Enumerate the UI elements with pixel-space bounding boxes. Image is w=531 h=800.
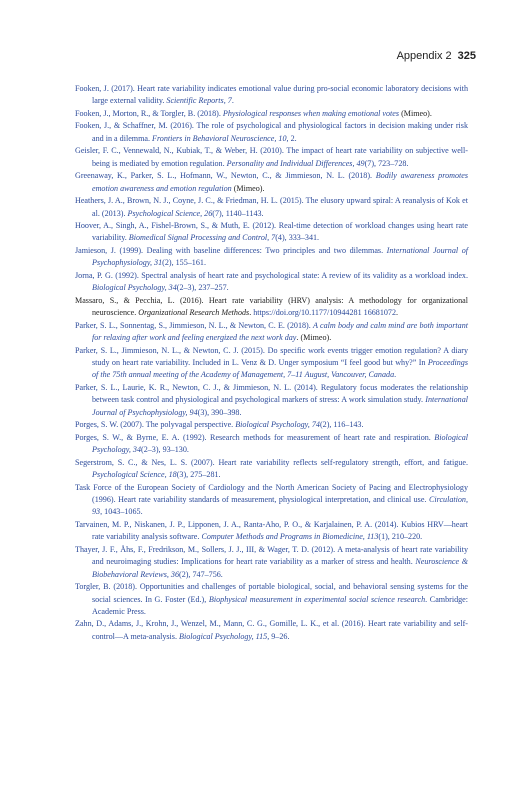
reference-text: Task Force of the European Society of Cardiology and the North American Society of Pacing and Electrophysiology (1996). Heart rate variability standards of measurement, physiological interpretation, and clinical use.	[75, 482, 468, 504]
reference-text: Torgler, B. (2018). Opportunities and challenges of portable biological, social, and behavioral sensing systems for the social sciences. In G. Foster (Ed.),	[75, 582, 468, 604]
reference-entry-heathers2015	[75, 195, 468, 220]
reference-entry-tarvainen2014	[75, 519, 468, 544]
reference-entry-parker2015	[75, 345, 468, 382]
reference-text: (2–3), 237–257.	[176, 283, 229, 293]
reference-list	[75, 83, 468, 643]
reference-text: (2), 155–161.	[162, 258, 206, 268]
reference-source: Neuroscience & Biobehavioral Reviews, 36	[92, 557, 468, 579]
reference-entry-massaro2016	[75, 295, 468, 320]
page-number: 325	[457, 50, 476, 62]
reference-entry-porges2007	[75, 419, 468, 431]
reference-text: Fooken, J., Morton, R., & Torgler, B. (2018).	[75, 108, 223, 118]
reference-text: Jorna, P. G. (1992). Spectral analysis of heart rate and psychological state: A review of its validity as a workload index.	[75, 270, 468, 280]
reference-text: .	[231, 96, 234, 106]
reference-entry-fooken2018	[75, 108, 468, 120]
reference-text: Geisler, F. C., Vennewald, N., Kubiak, T., & Weber, H. (2010). The impact of heart rate variability on subjective well-being is mediated by emotion regulation.	[75, 146, 468, 168]
reference-text: .	[396, 308, 399, 318]
reference-source: Scientific Reports, 7	[166, 96, 232, 106]
reference-source: Biological Psychology, 115	[179, 631, 268, 641]
reference-entry-geisler2010	[75, 145, 468, 170]
reference-entry-jamieson1999	[75, 245, 468, 270]
reference-text: , 1043–1065.	[100, 507, 143, 517]
reference-source: Circulation, 93	[92, 494, 468, 517]
reference-entry-hoover2012	[75, 220, 468, 245]
reference-text: Parker, S. L., Laurie, K. R., Newton, C. J., & Jimmieson, N. L. (2014). Regulatory focus moderates the relationship between task control and physiological and psychological markers of stress: A work simulation study.	[75, 382, 468, 405]
reference-text: (2–3), 93–130.	[141, 445, 189, 455]
reference-text: Parker, S. L., Jimmieson, N. L., & Newton, C. J. (2015). Do specific work events trigger emotion regulation? A diary study on heart rate variability. Included in L. Venz & D. Unger symposium “I feel good but why?” In	[75, 345, 468, 367]
reference-text: (2), 116–143.	[319, 420, 364, 430]
reference-source: A calm body and calm mind are both important for relaxing after work and feeling energized the next work day	[92, 320, 468, 343]
section-title: Appendix 2	[396, 50, 452, 62]
reference-entry-thayer2012	[75, 544, 468, 581]
reference-entry-fooken2017	[75, 83, 468, 108]
reference-text: . (Mimeo).	[296, 333, 332, 343]
reference-text: Greenaway, K., Parker, S. L., Hofmann, W., Newton, C., & Jimmieson, N. L. (2018).	[75, 171, 376, 181]
reference-text: Zahn, D., Adams, J., Krohn, J., Wenzel, M., Mann, C. G., Gomille, L. K., et al. (2016). Heart rate variability and self-control—A meta-analysis.	[75, 619, 468, 641]
reference-source: Biophysical measurement in experimental social science research	[208, 594, 426, 604]
reference-text: .	[249, 308, 254, 318]
reference-text: Jamieson, J. (1999). Dealing with baseline differences: Two principles and two dilemmas.	[75, 245, 387, 255]
reference-text: Porges, S. W., & Byrne, E. A. (1992). Research methods for measurement of heart rate and respiration.	[75, 432, 435, 442]
reference-text: Hoover, A., Singh, A., Fishel-Brown, S., & Muth, E. (2012). Real-time detection of workload changes using heart rate variability.	[75, 220, 468, 243]
reference-text: (4), 333–341.	[275, 233, 320, 243]
reference-entry-fooken2016	[75, 120, 468, 145]
reference-source: Biological Psychology, 34	[92, 283, 177, 293]
reference-entry-segerstrom2007	[75, 457, 468, 482]
reference-entry-parker2018	[75, 320, 468, 345]
reference-text: , 2.	[286, 133, 297, 143]
reference-text: Thayer, J. F., Åhs, F., Fredrikson, M., Sollers, J. J., III, & Wager, T. D. (2012). A meta-analysis of heart rate variability and neuroimaging studies: Implications for heart rate variability as a marker of stress and health.	[75, 544, 468, 567]
reference-source: Biological Psychology, 74	[235, 420, 320, 430]
reference-text: Tarvainen, M. P., Niskanen, J. P., Lipponen, J. A., Ranta-Aho, P. O., & Karjalainen, P. A. (2014). Kubios HRV—heart rate variability analysis software.	[75, 519, 468, 542]
reference-text: (3), 275–281.	[176, 470, 221, 480]
reference-text: Porges, S. W. (2007). The polyvagal perspective.	[75, 420, 236, 430]
reference-text: Fooken, J. (2017). Heart rate variability indicates emotional value during pro-social economic laboratory decisions with large external validity.	[75, 84, 468, 106]
reference-text: (7), 1140–1143.	[212, 208, 264, 218]
reference-text: Parker, S. L., Sonnentag, S., Jimmieson, N. L., & Newton, C. E. (2018).	[75, 320, 313, 330]
reference-source: Psychological Science, 26	[127, 208, 213, 218]
reference-text: Segerstrom, S. C., & Nes, L. S. (2007). Heart rate variability reflects self-regulatory strength, effort, and fatigue.	[75, 457, 468, 467]
reference-text: (7), 723–728.	[364, 158, 409, 168]
reference-source: Computer Methods and Programs in Biomedicine, 113	[201, 532, 379, 542]
reference-source: Psychological Science, 18	[92, 470, 177, 480]
reference-source: Physiological responses when making emotional votes	[222, 108, 400, 118]
reference-entry-greenaway2018	[75, 170, 468, 195]
reference-text: .	[394, 370, 397, 380]
reference-source: International Journal of Psychophysiology, 94	[92, 395, 468, 417]
reference-text: Fooken, J., & Schaffner, M. (2016). The role of psychological and physiological factors in decision making under risk and in a dilemma.	[75, 121, 468, 143]
reference-text: Heathers, J. A., Brown, N. J., Coyne, J. C., & Friedman, H. L. (2015). The elusory upward spiral: A reanalysis of Kok et al. (2013).	[75, 196, 468, 218]
reference-text: Massaro, S., & Pecchia, L. (2016). Heart rate variability (HRV) analysis: A methodology for organizational neuroscience.	[75, 295, 468, 318]
reference-entry-parker2014	[75, 382, 468, 419]
reference-text: . Cambridge: Academic Press.	[92, 594, 469, 617]
reference-text: (Mimeo).	[399, 108, 432, 118]
reference-source: Biological Psychology, 34	[92, 432, 468, 455]
reference-entry-zahn2016	[75, 618, 468, 643]
reference-entry-jorna1992	[75, 270, 468, 295]
reference-source: Personality and Individual Differences, 49	[226, 158, 365, 168]
reference-entry-porges1992	[75, 432, 468, 457]
reference-source: International Journal of Psychophysiology, 31	[92, 245, 468, 268]
reference-source: Frontiers in Behavioral Neuroscience, 10	[152, 133, 287, 143]
reference-entry-torgler2018	[75, 581, 468, 618]
reference-source: Bodily awareness promotes emotion awareness and emotion regulation	[92, 171, 469, 193]
reference-text: (2), 747–756.	[179, 569, 223, 579]
reference-source: Organizational Research Methods	[138, 308, 250, 318]
reference-text[interactable]: https://doi.org/10.1177/10944281 16681072	[253, 308, 397, 318]
reference-text: (3), 390–398.	[197, 407, 242, 417]
reference-source: Biomedical Signal Processing and Control, 7	[128, 233, 276, 243]
reference-text: , 9–26.	[267, 631, 290, 641]
reference-entry-taskforce1996	[75, 482, 468, 519]
reference-text: (Mimeo).	[231, 183, 265, 193]
reference-source: Proceedings of the 75th annual meeting of the Academy of Management, 7–11 August, Vancouver, Canada	[92, 357, 468, 380]
reference-text: (1), 210–220.	[378, 532, 423, 542]
page-header	[397, 50, 476, 62]
